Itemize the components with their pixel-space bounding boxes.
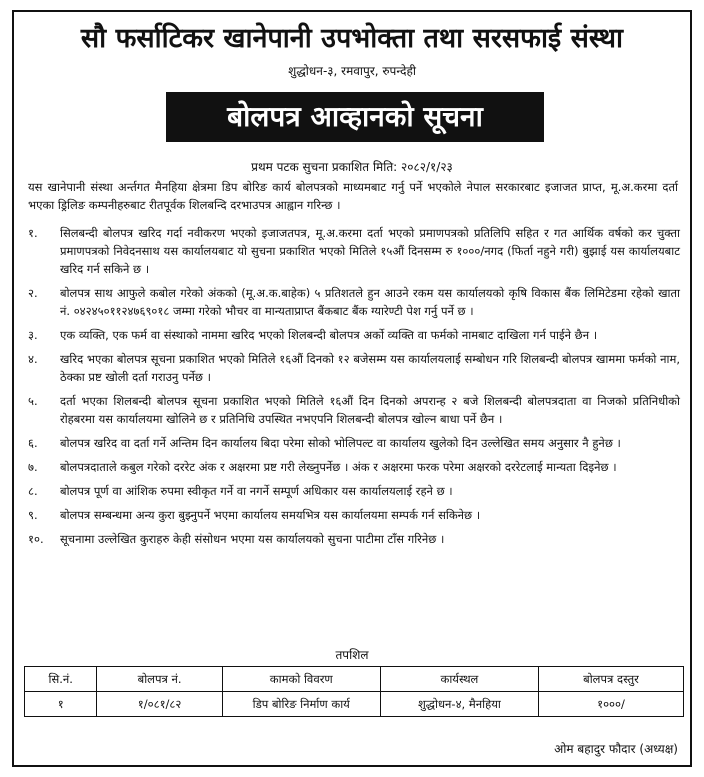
schedule-table: [24, 666, 684, 717]
table-row: [25, 692, 684, 717]
notice-frame: [12, 10, 692, 767]
clause-number: ८.: [28, 484, 38, 498]
clause-text: बोलपत्र पूर्ण वा आंशिक रुपमा स्वीकृत गर्ने वा नगर्ने सम्पूर्ण अधिकार यस कार्यालयलाई रहने छ ।: [60, 484, 453, 498]
clause-number: ५.: [28, 394, 38, 408]
clause-item: [20, 434, 680, 452]
cell-bid-fee: १०००/: [539, 692, 684, 717]
clause-list: [20, 224, 680, 554]
clause-item: [20, 350, 680, 386]
column-header-bid-fee: बोलपत्र दस्तुर: [539, 667, 684, 692]
cell-serial: १: [25, 692, 97, 717]
clause-text: सूचनामा उल्लेखित कुराहरु केही संसोधन भएमा यस कार्यालयको सुचना पाटीमा टाँस गरिनेछ ।: [60, 532, 445, 546]
clause-item: [20, 326, 680, 344]
cell-work-description: डिप बोरिङ निर्माण कार्य: [222, 692, 380, 717]
clause-text: बोलपत्र सम्बन्धमा अन्य कुरा बुझ्नुपर्ने भएमा कार्यालय समयभित्र यस कार्यालयमा सम्पर्क गर्न सकिनेछ ।: [60, 508, 481, 522]
clause-text: बोलपत्रदाताले कबुल गरेको दररेट अंक र अक्षरमा प्रष्ट गरी लेख्नुपर्नेछ । अंक र अक्षरमा फरक परेमा अक्षरको दररेटलाई मान्यता दिइनेछ ।: [60, 460, 617, 474]
notice-banner: बोलपत्र आव्हानको सूचना: [166, 92, 544, 142]
column-header-serial: सि.नं.: [25, 667, 97, 692]
clause-text: बोलपत्र खरिद वा दर्ता गर्ने अन्तिम दिन कार्यालय बिदा परेमा सोको भोलिपल्ट वा कार्यालय खुलेको दिन उल्लेखित समय अनुसार नै हुनेछ ।: [60, 436, 621, 450]
column-header-work-site: कार्यस्थल: [380, 667, 538, 692]
clause-number: १०.: [28, 532, 44, 546]
cell-work-site: शुद्धोधन-४, मैनहिया: [380, 692, 538, 717]
clause-number: ९.: [28, 508, 38, 522]
publish-date: प्रथम पटक सुचना प्रकाशित मिति: २०८२/१/२३: [251, 160, 453, 174]
clause-text: बोलपत्र साथ आफुले कबोल गरेको अंकको (मू.अ.क.बाहेक) ५ प्रतिशतले हुन आउने रकम यस कार्यालयको कृषि विकास बैंक लिमिटेडमा रहेको खाता नं. ०४२४५०११२४७६९०१८ जम्मा गरेको भौचर वा मान्यताप्राप्त बैंकबाट बैंक ग्यारेण्टी पेश गर्नु पर्ने छ ।: [60, 286, 680, 318]
clause-number: २.: [28, 286, 38, 300]
clause-text: सिलबन्दी बोलपत्र खरिद गर्दा नवीकरण भएको इजाजतपत्र, मू.अ.करमा दर्ता भएको प्रमाणपत्रको प्रतिलिपि सहित र गत आर्थिक वर्षको कर चुक्ता प्रमाणपत्रको निवेदनसाथ यस कार्यालयबाट यो सुचना प्रकाशित भएको मितिले १५औं दिनसम्म रु १०००/नगद (फिर्ता नहुने गरी) बुझाई यस कार्यालयबाट खरिद गर्न सकिने छ ।: [60, 226, 680, 276]
clause-item: [20, 482, 680, 500]
organization-address: शुद्धोधन-३, रमवापुर, रुपन्देही: [288, 64, 416, 78]
column-header-work-description: कामको विवरण: [222, 667, 380, 692]
schedule-heading: तपशिल: [335, 648, 369, 662]
table-header-row: [25, 667, 684, 692]
clause-item: [20, 392, 680, 428]
column-header-bid-number: बोलपत्र नं.: [97, 667, 222, 692]
clause-number: ७.: [28, 460, 38, 474]
clause-item: [20, 506, 680, 524]
clause-text: दर्ता भएका शिलबन्दी बोलपत्र सूचना प्रकाशित भएको मितिले १६औं दिन दिनको अपरान्ह २ बजे शिलबन्दी बोलपत्रदाता वा निजको प्रतिनिधीको रोहबरमा यस कार्यालयमा खोलिने छ र प्रतिनिधि उपस्थित नभएपनि शिलबन्दी बोलपत्र खोल्न बाधा पर्ने छैन ।: [60, 394, 680, 426]
organization-title: सौ फर्साटिकर खानेपानी उपभोक्ता तथा सरसफाई संस्था: [80, 23, 624, 54]
clause-item: [20, 224, 680, 278]
clause-item: [20, 458, 680, 476]
cell-bid-number: १/०८१/८२: [97, 692, 222, 717]
clause-text: एक व्यक्ति, एक फर्म वा संस्थाको नाममा खरिद भएको शिलबन्दी बोलपत्र अर्को व्यक्ति वा फर्मको नामबाट दाखिला गर्न पाईने छैन ।: [60, 328, 598, 342]
clause-number: ३.: [28, 328, 38, 342]
clause-item: [20, 530, 680, 548]
clause-text: खरिद भएका बोलपत्र सूचना प्रकाशित भएको मितिले १६औं दिनको १२ बजेसम्म यस कार्यालयलाई सम्बोधन गरि शिलबन्दी बोलपत्र खाममा फर्मको नाम, ठेक्का प्रष्ट खोली दर्ता गराउनु पर्नेछ ।: [60, 352, 680, 384]
intro-paragraph: यस खानेपानी संस्था अर्न्तगत मैनहिया क्षेत्रमा डिप बोरिङ कार्य बोलपत्रको माध्यमबाट गर्नु पर्ने भएकोले नेपाल सरकारबाट इजाजत प्राप्त, मू.अ.करमा दर्ता भएका ड्रिलिङ कम्पनीहरुबाट रीतपूर्वक शिलबन्दि दरभाउपत्र आह्वान गरिन्छ ।: [28, 180, 678, 212]
signature-line: ओम बहादुर फौदार (अध्यक्ष): [554, 742, 678, 756]
clause-number: १.: [28, 226, 38, 240]
clause-number: ४.: [28, 352, 38, 366]
clause-item: [20, 284, 680, 320]
clause-number: ६.: [28, 436, 38, 450]
